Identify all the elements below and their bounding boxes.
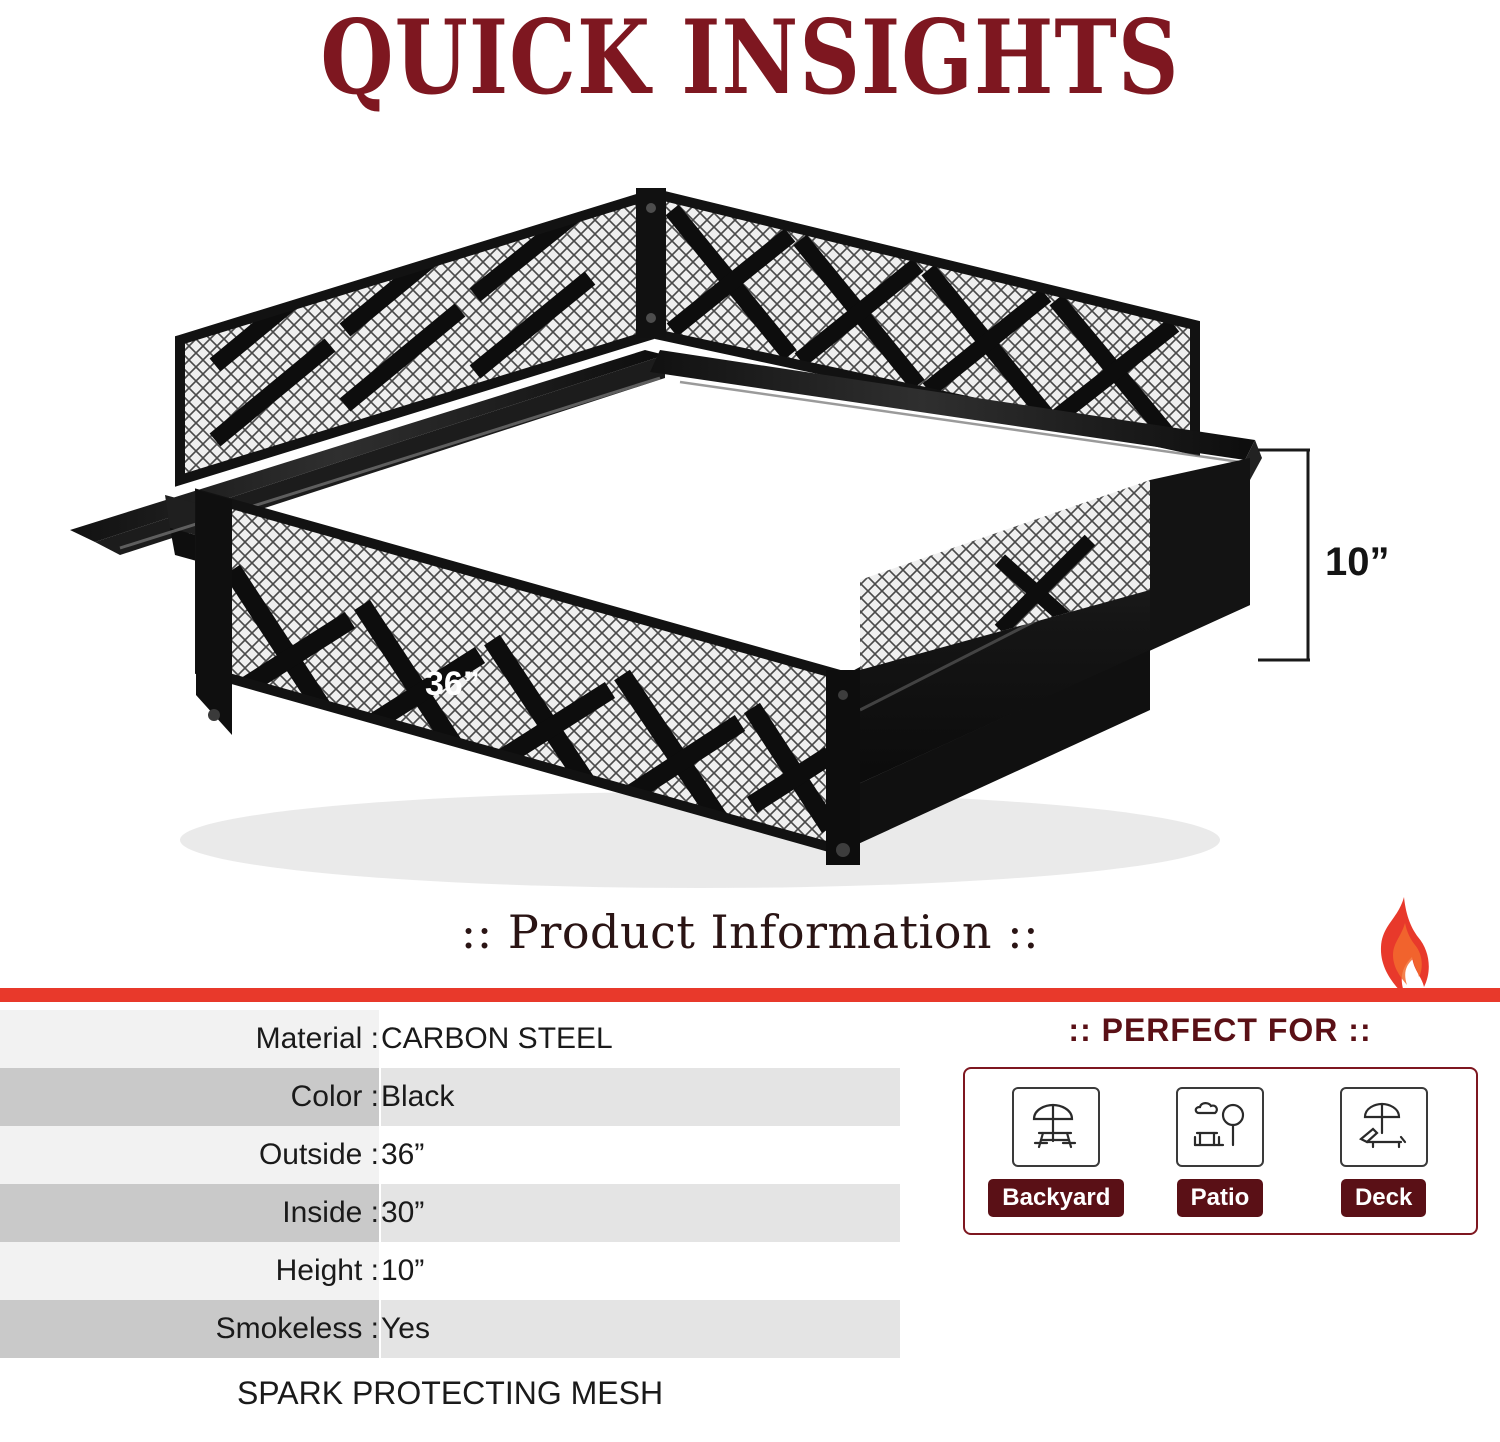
backyard-picnic-icon (1012, 1087, 1100, 1167)
dim-height-text: 10” (1325, 540, 1390, 584)
table-row (0, 1242, 900, 1300)
product-image (0, 150, 1500, 910)
spec-value: Yes (380, 1300, 900, 1358)
deck-lounger-icon (1340, 1087, 1428, 1167)
perfect-for-box (963, 1067, 1478, 1235)
table-row (0, 1010, 900, 1068)
spec-value: 36” (380, 1126, 900, 1184)
perfect-for-title: :: PERFECT FOR :: (1068, 1012, 1372, 1048)
product-info-title: :: Product Information :: (460, 905, 1040, 959)
spec-value: CARBON STEEL (380, 1010, 900, 1068)
spec-table (0, 1010, 900, 1358)
perfect-for-chip: Deck (1341, 1179, 1426, 1217)
spec-value: 10” (380, 1242, 900, 1300)
perfect-for-section (940, 1012, 1500, 1235)
flame-icon (1368, 895, 1438, 1000)
spec-label: Smokeless : (0, 1300, 380, 1358)
perfect-for-item (1309, 1087, 1459, 1217)
table-row (0, 1126, 900, 1184)
spec-label: Inside : (0, 1184, 380, 1242)
dim-outside-text: 36” (425, 665, 480, 703)
perfect-for-item (1145, 1087, 1295, 1217)
perfect-for-item (981, 1087, 1131, 1217)
spec-value: Black (380, 1068, 900, 1126)
spec-value: 30” (380, 1184, 900, 1242)
perfect-for-chip: Patio (1177, 1179, 1264, 1217)
bottom-strip (0, 1432, 1500, 1442)
spec-label: Outside : (0, 1126, 380, 1184)
page-title: QUICK INSIGHTS (320, 0, 1180, 118)
patio-tree-icon (1176, 1087, 1264, 1167)
dim-inside-text: 30” (440, 450, 495, 488)
red-divider (0, 988, 1500, 1002)
table-row (0, 1300, 900, 1358)
spec-label: Material : (0, 1010, 380, 1068)
spec-label: Color : (0, 1068, 380, 1126)
table-row (0, 1184, 900, 1242)
spec-label: Height : (0, 1242, 380, 1300)
table-row (0, 1068, 900, 1126)
header (0, 0, 1500, 118)
footer-note: SPARK PROTECTING MESH (236, 1375, 664, 1411)
perfect-for-chip: Backyard (988, 1179, 1124, 1217)
